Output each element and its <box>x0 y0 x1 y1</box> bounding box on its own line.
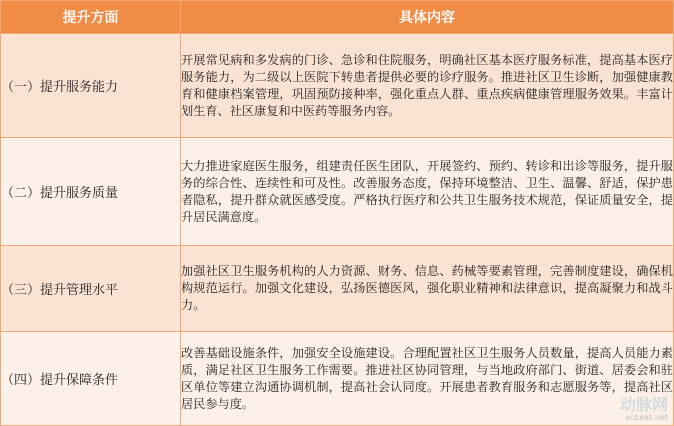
content-cell: 开展常见病和多发病的门诊、急诊和住院服务，明确社区基本医疗服务标准，提高基本医疗服务能力，为二级以上医院下转患者提供必要的诊疗服务。推进社区卫生诊断，加强健康教育和健康档案管理，巩固预防接种率，强化重点人群、重点疾病健康管理服务效果。丰富计划生育、社区康复和中医药等服务内容。 <box>181 34 674 138</box>
column-header-content: 具体内容 <box>181 1 674 34</box>
table-row <box>1 34 674 138</box>
content-cell: 改善基础设施条件，加强安全设施建设。合理配置社区卫生服务人员数量，提高人员能力素质，满足社区卫生服务工作需要。推进社区协同管理，与当地政府部门、街道、居委会和驻区单位等建立沟通协调机制，提高社会认同度。开展患者教育服务和志愿服务等，提高社区居民参与度。 <box>181 332 674 426</box>
watermark-url: vcbeat.net <box>625 413 668 422</box>
watermark-logo <box>592 392 670 422</box>
column-header-aspect: 提升方面 <box>1 1 181 34</box>
table-row <box>1 138 674 246</box>
table-header-row <box>1 1 674 34</box>
aspect-cell: （三）提升管理水平 <box>1 246 181 332</box>
aspect-cell: （一）提升服务能力 <box>1 34 181 138</box>
aspect-cell: （二）提升服务质量 <box>1 138 181 246</box>
aspect-cell: （四）提升保障条件 <box>1 332 181 426</box>
watermark-text: 动脉网 <box>619 395 668 414</box>
content-cell: 加强社区卫生服务机构的人力资源、财务、信息、药械等要素管理，完善制度建设，确保机构规范运行。加强文化建设，弘扬医德医风，强化职业精神和法律意识，提高凝聚力和战斗力。 <box>181 246 674 332</box>
content-cell: 大力推进家庭医生服务，组建责任医生团队，开展签约、预约、转诊和出诊等服务，提升服务的综合性、连续性和可及性。改善服务态度，保持环境整洁、卫生、温馨、舒适，保护患者隐私，提升群众就医感受度。严格执行医疗和公共卫生服务技术规范，保证质量安全，提升居民满意度。 <box>181 138 674 246</box>
table-row <box>1 246 674 332</box>
table-row <box>1 332 674 426</box>
